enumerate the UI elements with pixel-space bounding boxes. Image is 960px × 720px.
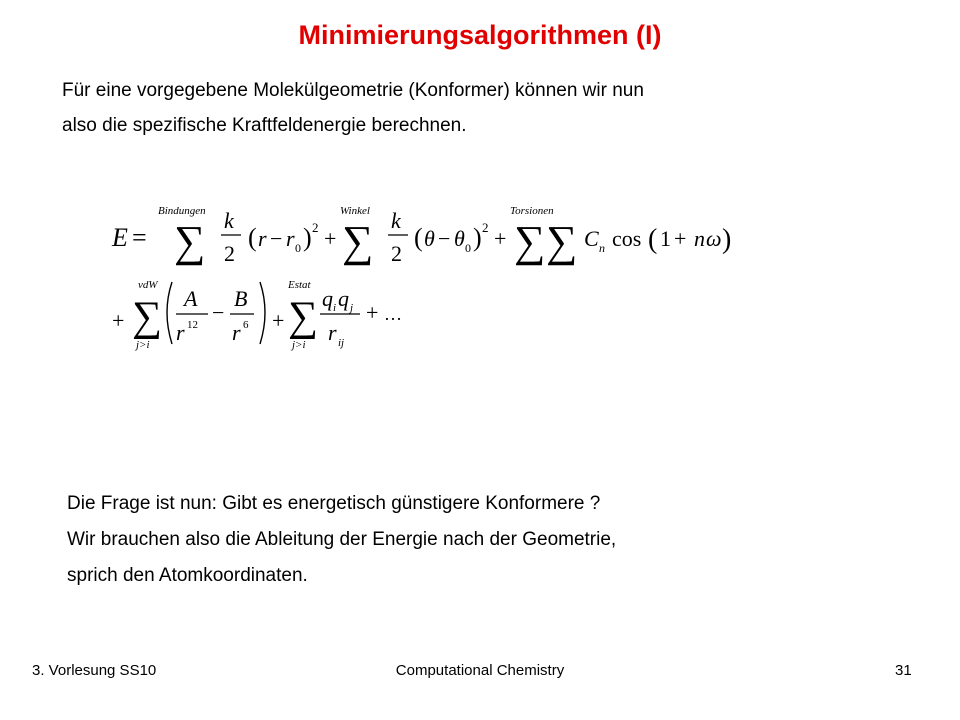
svg-text:∑: ∑ — [514, 217, 546, 266]
svg-text:∑: ∑ — [174, 217, 206, 266]
intro-paragraph — [62, 73, 862, 143]
question-line: sprich den Atomkoordinaten. — [67, 565, 308, 586]
intro-line: Für eine vorgegebene Molekülgeometrie (Konformer) können wir nun — [62, 80, 644, 101]
svg-text:): ) — [722, 224, 732, 255]
svg-text:j: j — [350, 302, 354, 314]
svg-text:+: + — [674, 226, 687, 251]
svg-text:1: 1 — [660, 226, 671, 251]
svg-text:ij: ij — [338, 337, 345, 349]
svg-text:θ: θ — [454, 226, 465, 251]
svg-text:r: r — [328, 320, 337, 345]
force-field-energy-formula — [100, 190, 760, 360]
svg-text:2: 2 — [482, 220, 489, 235]
svg-text:): ) — [473, 223, 482, 252]
sum-label-bindungen: Bindungen — [158, 205, 206, 217]
svg-text:cos: cos — [612, 226, 642, 251]
svg-text:12: 12 — [187, 319, 198, 331]
svg-text:+: + — [272, 308, 285, 333]
svg-text:…: … — [384, 304, 402, 324]
intro-line: also die spezifische Kraftfeldenergie berechnen. — [62, 115, 467, 136]
footer-page-number: 31 — [895, 662, 912, 679]
svg-text:ω: ω — [706, 226, 722, 251]
svg-text:0: 0 — [465, 241, 471, 255]
svg-text:=: = — [132, 223, 147, 252]
question-paragraph — [67, 486, 867, 594]
svg-text:n: n — [694, 226, 705, 251]
sum-label-estat: Estat — [288, 279, 311, 291]
svg-text:2: 2 — [391, 241, 402, 266]
svg-text:+: + — [494, 226, 507, 251]
svg-text:r: r — [176, 320, 185, 345]
svg-text:∑: ∑ — [342, 217, 374, 266]
svg-text:+: + — [366, 300, 379, 325]
svg-text:∑: ∑ — [288, 294, 318, 340]
svg-text:A: A — [184, 286, 198, 311]
sum-label-winkel: Winkel — [340, 205, 370, 217]
sum-index-ji-2: j>i — [292, 339, 306, 351]
svg-text:C: C — [584, 226, 599, 251]
svg-text:i: i — [333, 302, 337, 314]
svg-text:2: 2 — [312, 220, 319, 235]
svg-text:n: n — [599, 241, 605, 255]
svg-text:0: 0 — [295, 241, 301, 255]
svg-text:B: B — [234, 286, 248, 311]
svg-text:∑: ∑ — [546, 217, 578, 266]
slide-title: Minimierungsalgorithmen (I) — [298, 20, 662, 50]
svg-text:r: r — [232, 320, 241, 345]
footer-lecture: 3. Vorlesung SS10 — [32, 662, 157, 679]
question-line: Die Frage ist nun: Gibt es energetisch günstigere Konformere ? — [67, 493, 601, 514]
svg-text:θ: θ — [424, 226, 435, 251]
svg-text:(: ( — [648, 224, 658, 255]
svg-text:+: + — [324, 226, 337, 251]
svg-text:(: ( — [248, 223, 257, 252]
svg-text:): ) — [303, 223, 312, 252]
svg-text:E: E — [112, 223, 128, 252]
svg-text:q: q — [338, 286, 349, 311]
question-line: Wir brauchen also die Ableitung der Energie nach der Geometrie, — [67, 529, 617, 550]
footer-course: Computational Chemistry — [395, 662, 565, 679]
svg-text:6: 6 — [243, 319, 249, 331]
svg-text:∑: ∑ — [132, 294, 162, 340]
svg-text:−: − — [212, 300, 225, 325]
svg-text:k: k — [224, 208, 234, 233]
svg-text:(: ( — [414, 223, 423, 252]
svg-text:r: r — [258, 226, 267, 251]
svg-text:−: − — [438, 226, 451, 251]
svg-text:−: − — [270, 226, 283, 251]
svg-text:q: q — [322, 286, 333, 311]
svg-text:2: 2 — [224, 241, 235, 266]
sum-label-vdw: vdW — [138, 279, 158, 291]
sum-label-torsionen: Torsionen — [510, 205, 554, 217]
svg-text:+: + — [112, 308, 125, 333]
svg-text:k: k — [391, 208, 401, 233]
svg-text:r: r — [286, 226, 295, 251]
sum-index-ji: j>i — [136, 339, 150, 351]
